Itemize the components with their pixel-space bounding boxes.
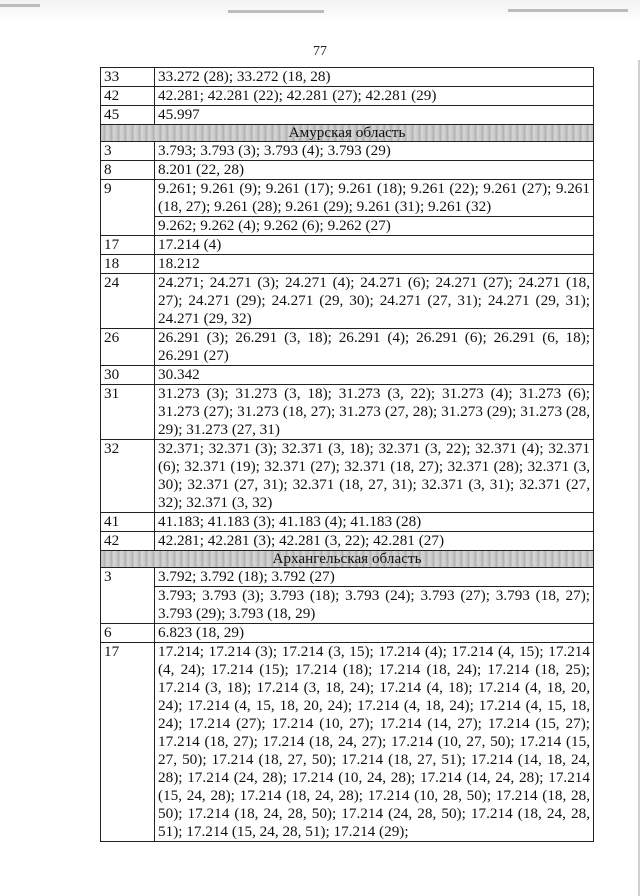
row-number-cell: 24 bbox=[101, 274, 155, 329]
table-row bbox=[101, 106, 594, 125]
row-codes-cell: 17.214; 17.214 (3); 17.214 (3, 15); 17.214 (4); 17.214 (4, 15); 17.214 (4, 24); 17.214 (15); 17.214 (18); 17.214 (18, 24); 17.214 (18, 25); 17.214 (3, 18); 17.214 (3, 18, 24); 17.214 (4, 18); 17.214 (4, 18, 20, 24); 17.214 (4, 15, 18, 20, 24); 17.214 (4, 18, 24); 17.214 (4, 15, 18, 24); 17.214 (27); 17.214 (10, 27); 17.214 (14, 27); 17.214 (15, 27); 17.214 (18, 27); 17.214 (18, 24, 27); 17.214 (10, 27, 50); 17.214 (15, 27, 50); 17.214 (18, 27, 50); 17.214 (18, 27, 51); 17.214 (14, 18, 24, 28); 17.214 (24, 28); 17.214 (10, 24, 28); 17.214 (14, 24, 28); 17.214 (15, 24, 28); 17.214 (18, 24, 28); 17.214 (10, 28, 50); 17.214 (18, 28, 50); 17.214 (18, 24, 28, 50); 17.214 (24, 28, 50); 17.214 (18, 24, 28, 51); 17.214 (15, 24, 28, 51); 17.214 (29); bbox=[155, 643, 594, 842]
row-codes-cell: 18.212 bbox=[155, 255, 594, 274]
table-row bbox=[101, 180, 594, 217]
code-table bbox=[100, 67, 594, 842]
row-number-cell: 26 bbox=[101, 329, 155, 366]
table-row bbox=[101, 568, 594, 587]
row-codes-cell: 3.793; 3.793 (3); 3.793 (4); 3.793 (29) bbox=[155, 142, 594, 161]
page-number: 77 bbox=[313, 44, 327, 59]
table-row bbox=[101, 532, 594, 551]
row-codes-cell: 17.214 (4) bbox=[155, 236, 594, 255]
row-codes-cell: 30.342 bbox=[155, 366, 594, 385]
region-name: Архангельская область bbox=[101, 551, 594, 568]
table-row bbox=[101, 255, 594, 274]
table-row bbox=[101, 87, 594, 106]
row-codes-cell: 8.201 (22, 28) bbox=[155, 161, 594, 180]
table-row bbox=[101, 274, 594, 329]
row-number-cell: 8 bbox=[101, 161, 155, 180]
table-row bbox=[101, 217, 594, 236]
row-number-cell: 3 bbox=[101, 568, 155, 624]
scan-artifact bbox=[508, 9, 628, 12]
row-codes-cell: 33.272 (28); 33.272 (18, 28) bbox=[155, 68, 594, 87]
scan-artifact bbox=[0, 4, 40, 7]
row-number-cell: 3 bbox=[101, 142, 155, 161]
row-number-cell: 18 bbox=[101, 255, 155, 274]
region-header-row bbox=[101, 125, 594, 142]
table-row bbox=[101, 643, 594, 842]
scan-artifact bbox=[228, 10, 324, 13]
row-codes-cell: 24.271; 24.271 (3); 24.271 (4); 24.271 (6); 24.271 (27); 24.271 (18, 27); 24.271 (29); 24.271 (29, 30); 24.271 (27, 31); 24.271 (29, 31); 24.271 (29, 32) bbox=[155, 274, 594, 329]
table-row bbox=[101, 513, 594, 532]
table-row bbox=[101, 68, 594, 87]
row-codes-cell: 42.281; 42.281 (22); 42.281 (27); 42.281 (29) bbox=[155, 87, 594, 106]
row-number-cell: 32 bbox=[101, 440, 155, 513]
row-number-cell: 17 bbox=[101, 236, 155, 255]
row-codes-cell: 9.261; 9.261 (9); 9.261 (17); 9.261 (18); 9.261 (22); 9.261 (27); 9.261 (18, 27); 9.261 (28); 9.261 (29); 9.261 (31); 9.261 (32) bbox=[155, 180, 594, 217]
row-codes-cell: 26.291 (3); 26.291 (3, 18); 26.291 (4); 26.291 (6); 26.291 (6, 18); 26.291 (27) bbox=[155, 329, 594, 366]
row-number-cell: 42 bbox=[101, 532, 155, 551]
row-codes-cell: 42.281; 42.281 (3); 42.281 (3, 22); 42.281 (27) bbox=[155, 532, 594, 551]
table-row bbox=[101, 385, 594, 440]
row-number-cell: 30 bbox=[101, 366, 155, 385]
row-number-cell: 17 bbox=[101, 643, 155, 842]
region-header-row bbox=[101, 551, 594, 568]
row-number-cell: 33 bbox=[101, 68, 155, 87]
row-codes-cell: 6.823 (18, 29) bbox=[155, 624, 594, 643]
row-codes-cell: 31.273 (3); 31.273 (3, 18); 31.273 (3, 22); 31.273 (4); 31.273 (6); 31.273 (27); 31.273 (18, 27); 31.273 (27, 28); 31.273 (29); 31.273 (28, 29); 31.273 (27, 31) bbox=[155, 385, 594, 440]
scan-header-strip bbox=[0, 0, 640, 22]
row-number-cell: 9 bbox=[101, 180, 155, 236]
row-codes-cell: 9.262; 9.262 (4); 9.262 (6); 9.262 (27) bbox=[155, 217, 594, 236]
table-row bbox=[101, 366, 594, 385]
row-codes-cell: 41.183; 41.183 (3); 41.183 (4); 41.183 (28) bbox=[155, 513, 594, 532]
row-codes-cell: 32.371; 32.371 (3); 32.371 (3, 18); 32.371 (3, 22); 32.371 (4); 32.371 (6); 32.371 (19); 32.371 (27); 32.371 (18, 27); 32.371 (28); 32.371 (3, 30); 32.371 (27, 31); 32.371 (18, 27, 31); 32.371 (3, 31); 32.371 (27, 32); 32.371 (3, 32) bbox=[155, 440, 594, 513]
row-number-cell: 45 bbox=[101, 106, 155, 125]
table-row bbox=[101, 142, 594, 161]
row-number-cell: 41 bbox=[101, 513, 155, 532]
row-codes-cell: 3.793; 3.793 (3); 3.793 (18); 3.793 (24); 3.793 (27); 3.793 (18, 27); 3.793 (29); 3.793 (18, 29) bbox=[155, 587, 594, 624]
row-number-cell: 42 bbox=[101, 87, 155, 106]
row-codes-cell: 45.997 bbox=[155, 106, 594, 125]
code-table-body bbox=[101, 68, 594, 842]
table-row bbox=[101, 587, 594, 624]
table-row bbox=[101, 161, 594, 180]
row-number-cell: 31 bbox=[101, 385, 155, 440]
table-row bbox=[101, 236, 594, 255]
table-row bbox=[101, 624, 594, 643]
table-row bbox=[101, 329, 594, 366]
row-codes-cell: 3.792; 3.792 (18); 3.792 (27) bbox=[155, 568, 594, 587]
region-name: Амурская область bbox=[101, 125, 594, 142]
table-row bbox=[101, 440, 594, 513]
row-number-cell: 6 bbox=[101, 624, 155, 643]
